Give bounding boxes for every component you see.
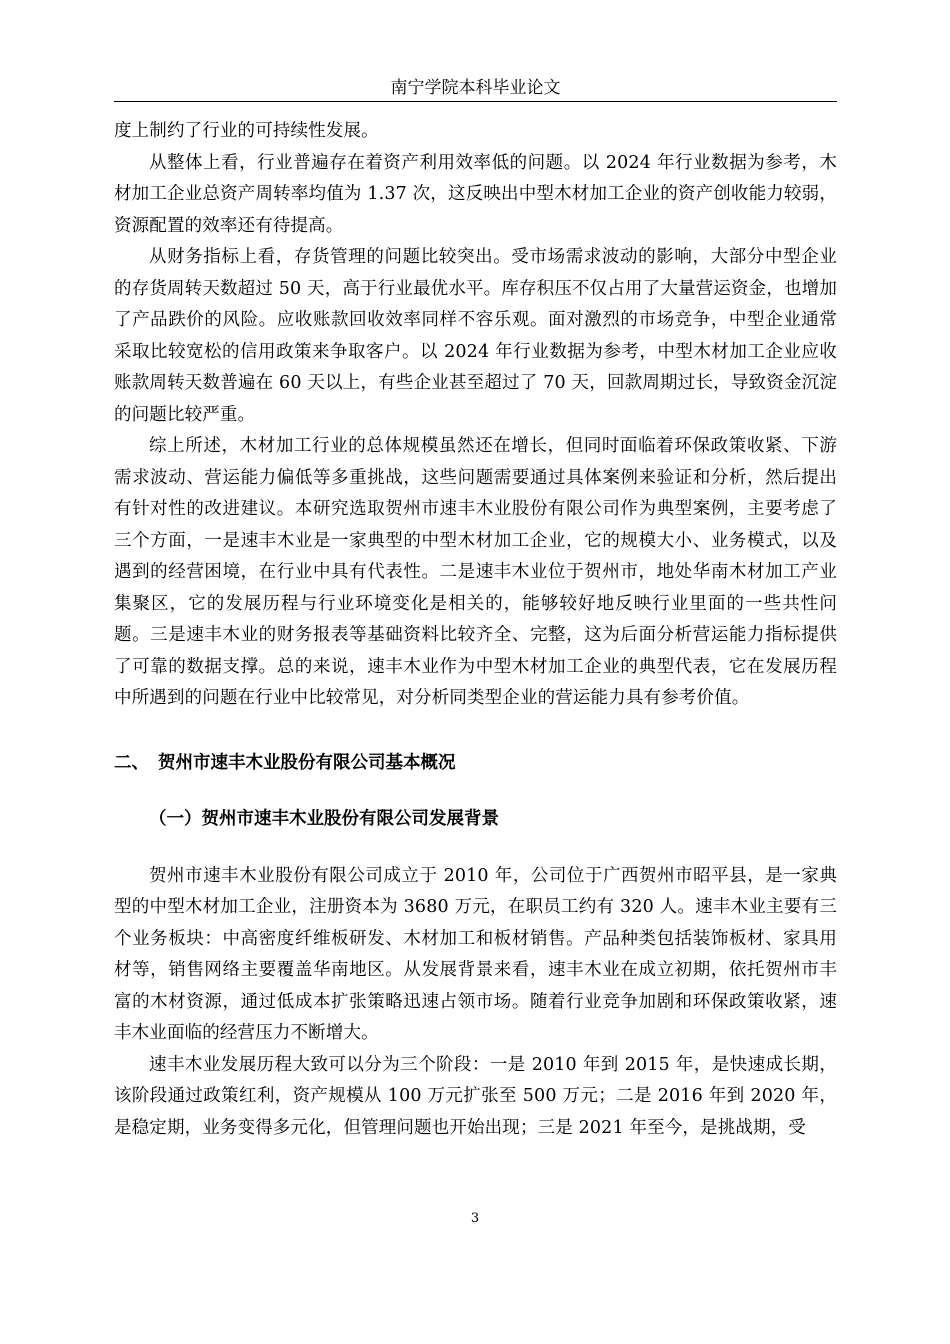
paragraph-inventory-receivables: 从财务指标上看，存货管理的问题比较突出。受市场需求波动的影响，大部分中型企业的存货周转天数超过 50 天，高于行业最优水平。库存积压不仅占用了大量营运资金，也增加了产品跌价的风险。应收账款回收效率同样不容乐观。面对激烈的市场竞争，中型企业通常采取比较宽松的信用政策来争取客户。以 2024 年行业数据为参考，中型木材加工企业应收账款周转天数普遍在 60 天以上，有些企业甚至超过了 70 天，回款周期过长，导致资金沉淀的问题比较严重。: [114, 247, 837, 425]
page-number: 3: [470, 1211, 480, 1226]
subsection-heading: （一）贺州市速丰木业股份有限公司发展背景: [149, 809, 499, 829]
paragraph-continuation: 度上制约了行业的可持续性发展。: [114, 121, 379, 141]
paragraph-summary: 综上所述，木材加工行业的总体规模虽然还在增长，但同时面临着环保政策收紧、下游需求波动、营运能力偏低等多重挑战，这些问题需要通过具体案例来验证和分析，然后提出有针对性的改进建议。本研究选取贺州市速丰木业股份有限公司作为典型案例，主要考虑了三个方面，一是速丰木业是一家典型的中型木材加工企业，它的规模大小、业务模式，以及遇到的经营困境，在行业中具有代表性。二是速丰木业位于贺州市，地处华南木材加工产业集聚区，它的发展历程与行业环境变化是相关的，能够较好地反映行业里面的一些共性问题。三是速丰木业的财务报表等基础资料比较齐全、完整，这为后面分析营运能力指标提供了可靠的数据支撑。总的来说，速丰木业作为中型木材加工企业的典型代表，它在发展历程中所遇到的问题在行业中比较常见，对分析同类型企业的营运能力具有参考价值。: [114, 436, 837, 708]
body-text: [114, 116, 837, 1144]
running-header: 南宁学院本科毕业论文: [390, 78, 561, 98]
section-heading: [114, 748, 837, 780]
section-number: 二、: [114, 752, 149, 773]
paragraph-development-stages: 速丰木业发展历程大致可以分为三个阶段：一是 2010 年到 2015 年，是快速成长期，该阶段通过政策红利，资产规模从 100 万元扩张至 500 万元；二是 2016 年到 2020 年，是稳定期，业务变得多元化，但管理问题也开始出现；三是 2021 年至今，是挑战期，受: [114, 1054, 837, 1138]
header-rule: [114, 101, 837, 102]
paragraph-company-background: 贺州市速丰木业股份有限公司成立于 2010 年，公司位于广西贺州市昭平县，是一家典型的中型木材加工企业，注册资本为 3680 万元，在职员工约有 320 人。速丰木业主要有三个业务板块：中高密度纤维板研发、木材加工和板材销售。产品种类包括装饰板材、家具用材等，销售网络主要覆盖华南地区。从发展背景来看，速丰木业在成立初期，依托贺州市丰富的木材资源，通过低成本扩张策略迅速占领市场。随着行业竞争加剧和环保政策收紧，速丰木业面临的经营压力不断增大。: [114, 865, 837, 1043]
section-title: 贺州市速丰木业股份有限公司基本概况: [158, 752, 456, 773]
paragraph-asset-efficiency: 从整体上看，行业普遍存在着资产利用效率低的问题。以 2024 年行业数据为参考，木材加工企业总资产周转率均值为 1.37 次，这反映出中型木材加工企业的资产创收能力较弱，资源配置的效率还有待提高。: [114, 152, 837, 236]
